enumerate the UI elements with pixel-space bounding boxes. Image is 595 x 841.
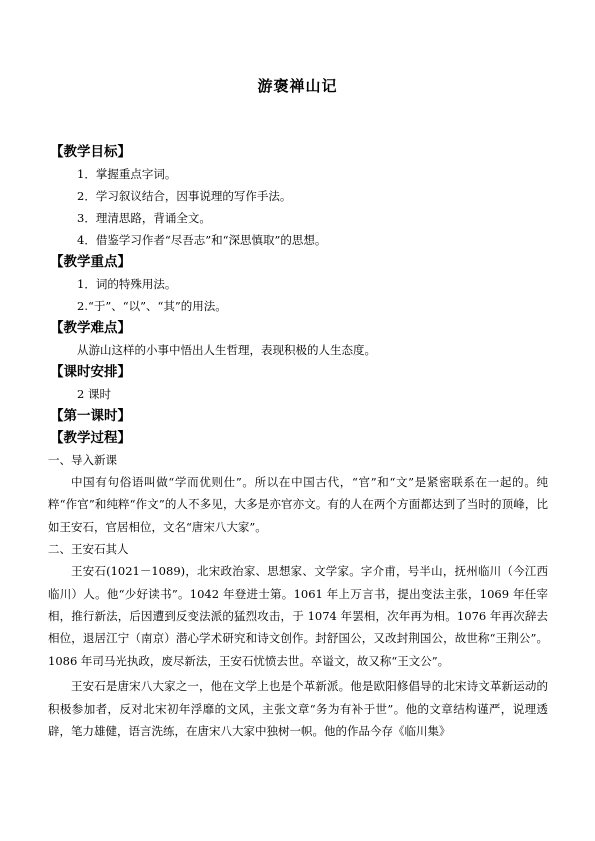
process-heading: 【教学过程】 [50,430,131,446]
schedule-heading: 【课时安排】 [50,364,131,380]
objectives-heading: 【教学目标】 [50,144,131,160]
difficulties-heading: 【教学难点】 [50,320,131,336]
part2-title: 二、王安石其人 [48,542,129,557]
key-points-heading: 【教学重点】 [50,254,131,270]
schedule-text: 2 课时 [77,387,111,401]
objective-item: 1．掌握重点字词。 [77,167,177,181]
page-title: 游褒禅山记 [257,77,338,95]
first-lesson-heading: 【第一课时】 [50,408,131,424]
part2-paragraph-2: 王安石是唐宋八大家之一，他在文学上也是个革新派。他是欧阳修倡导的北宋诗文革新运动的积极参加者，反对北宋初年浮靡的文风，主张文章“务为有补于世”。他的文章结构谨严，说理透辟，笔力雄健，语言洗练，在唐宋八大家中独树一帜。他的作品今存《临川集》 [48,679,548,739]
document-body [48,141,548,742]
part1-paragraph: 中国有句俗语叫做“学而优则仕”。所以在中国古代，“官”和“文”是紧密联系在一起的。纯粹“作官”和纯粹“作文”的人不多见，大多是亦官亦文。有的人在两个方面都达到了当时的顶峰，比如王安石，官居相位，文名“唐宋八大家”。 [48,475,548,534]
objective-item: 2．学习叙议结合，因事说理的写作手法。 [77,189,292,203]
objective-item: 3．理清思路，背诵全文。 [77,211,211,225]
key-point-item: 1．词的特殊用法。 [77,277,177,291]
part2-paragraph-1: 王安石(1021－1089)，北宋政治家、思想家、文学家。字介甫，号半山，抚州临川（今江西临川）人。他“少好读书”。1042 年登进士第。1061 年上万言书，提出变法主张，1069 年任宰相，推行新法，后因遭到反变法派的猛烈攻击，于 1074 年罢相，次年再为相。1076 年再次辞去相位，退居江宁（南京）潜心学术研究和诗文创作。封舒国公，又改封荆国公，故世称“王荆公”。1086 年司马光执政，废尽新法，王安石忧愤去世。卒谥文，故又称“王文公”。 [48,564,548,668]
difficulties-text: 从游山这样的小事中悟出人生哲理，表现积极的人生态度。 [77,343,376,357]
key-point-item: 2.“于”、“以”、“其”的用法。 [77,299,227,313]
objective-item: 4．借鉴学习作者“尽吾志”和“深思慎取”的思想。 [77,233,327,247]
part1-title: 一、导入新课 [48,453,117,467]
